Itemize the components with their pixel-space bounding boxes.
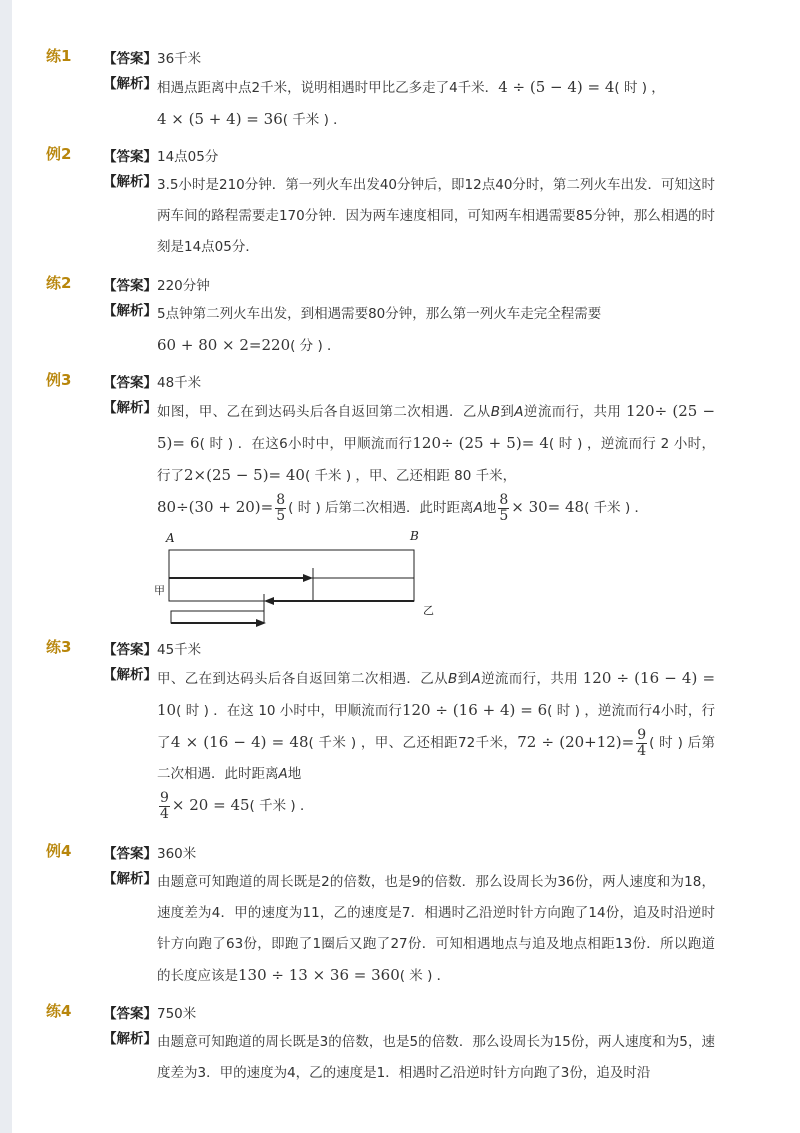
analysis-tag: 【解析】	[103, 400, 157, 416]
answer-tag: 【答案】	[103, 846, 157, 862]
text-run: ( 时 ) 后第二次相遇．此时距离	[157, 735, 715, 782]
analysis	[103, 867, 715, 992]
text-run: 如图，甲、乙在到达码头后各自返回第二次相遇．乙从	[157, 404, 491, 420]
fraction-denominator: 5	[499, 507, 509, 524]
answer-value: 36千米	[157, 51, 202, 67]
fraction	[636, 728, 647, 759]
unit: ( 时 ) ，	[614, 80, 665, 96]
text-run: ( 千米 ) ．	[249, 798, 314, 814]
fraction	[498, 493, 509, 524]
unit: ( 米 ) ．	[399, 968, 451, 984]
analysis	[103, 1027, 715, 1089]
answer-tag: 【答案】	[103, 375, 157, 391]
text-run: 到	[499, 404, 515, 420]
answer-value: 360米	[157, 846, 197, 862]
text-run: 地	[482, 500, 497, 516]
text-run: 地	[287, 766, 302, 782]
answer-tag: 【答案】	[103, 1006, 157, 1022]
answer-value: 750米	[157, 1006, 197, 1022]
fraction-denominator: 4	[637, 742, 647, 759]
fraction-numerator: 8	[276, 491, 286, 508]
analysis-text: 3.5小时是210分钟．第一列火车出发40分钟后，即12点40分时，第二列火车出发．可知这时两车间的路程需要走170分钟．因为两车速度相同，可知两车相遇需要85分钟，那么相遇的时刻是14点05分．	[157, 177, 715, 255]
text-run: ( 时 ) ，逆流而行4小时，行了	[157, 703, 715, 751]
analysis-tag: 【解析】	[103, 174, 157, 190]
item-label: 练3	[46, 638, 72, 656]
answer-tag: 【答案】	[103, 51, 157, 67]
analysis-text: 由题意可知跑道的周长既是3的倍数，也是5的倍数．那么设周长为15份，两人速度和为5，速度差为3．甲的速度为4，乙的速度是1．相遇时乙沿逆时针方向跑了3份，追及时沿	[157, 1034, 715, 1081]
math-expression: 4 × (5 + 4) = 36	[157, 110, 283, 128]
item-label: 练4	[46, 1002, 72, 1020]
answer-tag: 【答案】	[103, 278, 157, 294]
text-run: ( 千米 ) ，甲、乙还相距 80 千米，	[304, 468, 517, 484]
math-expression: 4 × (16 − 4) = 48	[170, 733, 309, 751]
answer-value: 220分钟	[157, 278, 210, 294]
analysis-sentence: 由题意可知跑道的周长既是2的倍数，也是9的倍数．那么设周长为36份，两人速度和为18，速度差为4．甲的速度为11，乙的速度是7．相遇时乙沿逆时针方向跑了14份，追及时沿逆时针方向跑了63份，即跑了1圈后又跑了27份．可知相遇地点与追及地点相距13份．所以跑道的长度应该是	[157, 874, 715, 984]
point-label: A	[278, 766, 288, 782]
fraction-numerator: 9	[637, 726, 647, 743]
analysis-tag: 【解析】	[103, 667, 157, 683]
text-run: 逆流而行，共用	[480, 671, 579, 687]
answer-line	[103, 638, 201, 658]
text-run: ( 时 ) ．在这6小时中，甲顺流而行	[199, 436, 413, 452]
analysis-tag: 【解析】	[103, 76, 157, 92]
analysis-text	[157, 867, 715, 992]
analysis	[103, 299, 715, 362]
point-label: B	[490, 404, 500, 420]
text-run: 到	[457, 671, 472, 687]
analysis	[103, 72, 715, 136]
math-expression: × 20 = 45	[171, 796, 250, 814]
answer-line	[103, 274, 210, 294]
math-expression: 120÷ (25 + 5)= 4	[412, 434, 549, 452]
point-label: A	[514, 404, 524, 420]
fraction-numerator: 8	[499, 491, 509, 508]
fraction	[159, 791, 170, 822]
analysis-tag: 【解析】	[103, 871, 157, 887]
analysis	[103, 170, 715, 263]
jia-arrowhead	[303, 574, 313, 582]
answer-line	[103, 371, 201, 391]
answer-value: 14点05分	[157, 149, 219, 165]
left-margin-bar	[0, 0, 12, 1133]
text-run: ( 时 ) 后第二次相遇．此时距离	[288, 500, 474, 516]
analysis-text	[157, 72, 715, 136]
item-label: 练1	[46, 47, 72, 65]
analysis-sentence: 相遇点距离中点2千米，说明相遇时甲比乙多走了4千米．	[157, 80, 499, 96]
item-label: 例2	[46, 145, 72, 163]
analysis-text	[157, 299, 715, 362]
fraction	[275, 493, 286, 524]
item-label: 例4	[46, 842, 72, 860]
answer-tag: 【答案】	[103, 642, 157, 658]
journey-diagram	[150, 528, 450, 636]
analysis	[103, 663, 715, 822]
fraction-denominator: 5	[276, 507, 286, 524]
answer-value: 48千米	[157, 375, 202, 391]
analysis	[103, 396, 715, 524]
analysis-tag: 【解析】	[103, 1031, 157, 1047]
yi-arrowhead	[264, 597, 274, 605]
analysis-tag: 【解析】	[103, 303, 157, 319]
text-run: ( 千米 ) ．	[584, 500, 649, 516]
math-expression: 72 ÷ (20+12)=	[517, 733, 635, 751]
answer-tag: 【答案】	[103, 149, 157, 165]
math-expression: 4 ÷ (5 − 4) = 4	[498, 78, 615, 96]
yi-label: 乙	[423, 604, 434, 617]
answer-line	[103, 47, 201, 67]
answer-line	[103, 842, 196, 862]
item-label: 练2	[46, 274, 72, 292]
point-b-label: B	[410, 529, 419, 543]
point-label: B	[447, 671, 458, 687]
math-expression: 120÷ (25 − 5)= 6	[157, 402, 716, 452]
unit: ( 千米 ) ．	[282, 112, 347, 128]
answer-line	[103, 1002, 196, 1022]
fraction-denominator: 4	[160, 805, 169, 822]
math-expression: 120 ÷ (16 + 4) = 6	[401, 701, 548, 719]
point-a-label: A	[166, 531, 175, 545]
jia-label: 甲	[154, 584, 165, 597]
math-expression: 60 + 80 × 2=220	[157, 336, 291, 354]
text-run: ( 千米 ) ，甲、乙还相距72千米，	[308, 735, 518, 751]
answer-line	[103, 145, 218, 165]
math-expression: 130 ÷ 13 × 36 = 360	[238, 966, 400, 984]
answer-value: 45千米	[157, 642, 202, 658]
math-expression: 2×(25 − 5)= 40	[184, 466, 305, 484]
analysis-text	[157, 663, 715, 822]
fraction-numerator: 9	[160, 789, 169, 806]
text-run: 逆流而行，共用	[523, 404, 622, 420]
math-expression: 120 ÷ (16 − 4) = 10	[157, 669, 716, 719]
text-run: ( 时 ) ．在这 10 小时中，甲顺流而行	[176, 703, 402, 719]
text-run: 甲、乙在到达码头后各自返回第二次相遇．乙从	[157, 671, 448, 687]
math-expression: × 30= 48	[511, 498, 585, 516]
return-box	[171, 611, 264, 623]
point-label: A	[471, 671, 481, 687]
math-expression: 80÷(30 + 20)=	[157, 498, 274, 516]
analysis-sentence: 5点钟第二列火车出发，到相遇需要80分钟，那么第一列火车走完全程需要	[157, 306, 602, 322]
analysis-text	[157, 396, 715, 524]
point-label: A	[473, 500, 483, 516]
item-label: 例3	[46, 371, 72, 389]
river-box	[169, 550, 414, 601]
text-run: ( 时 ) ，逆流而行 2 小时，行了	[157, 436, 715, 484]
unit: ( 分 ) ．	[290, 338, 341, 354]
